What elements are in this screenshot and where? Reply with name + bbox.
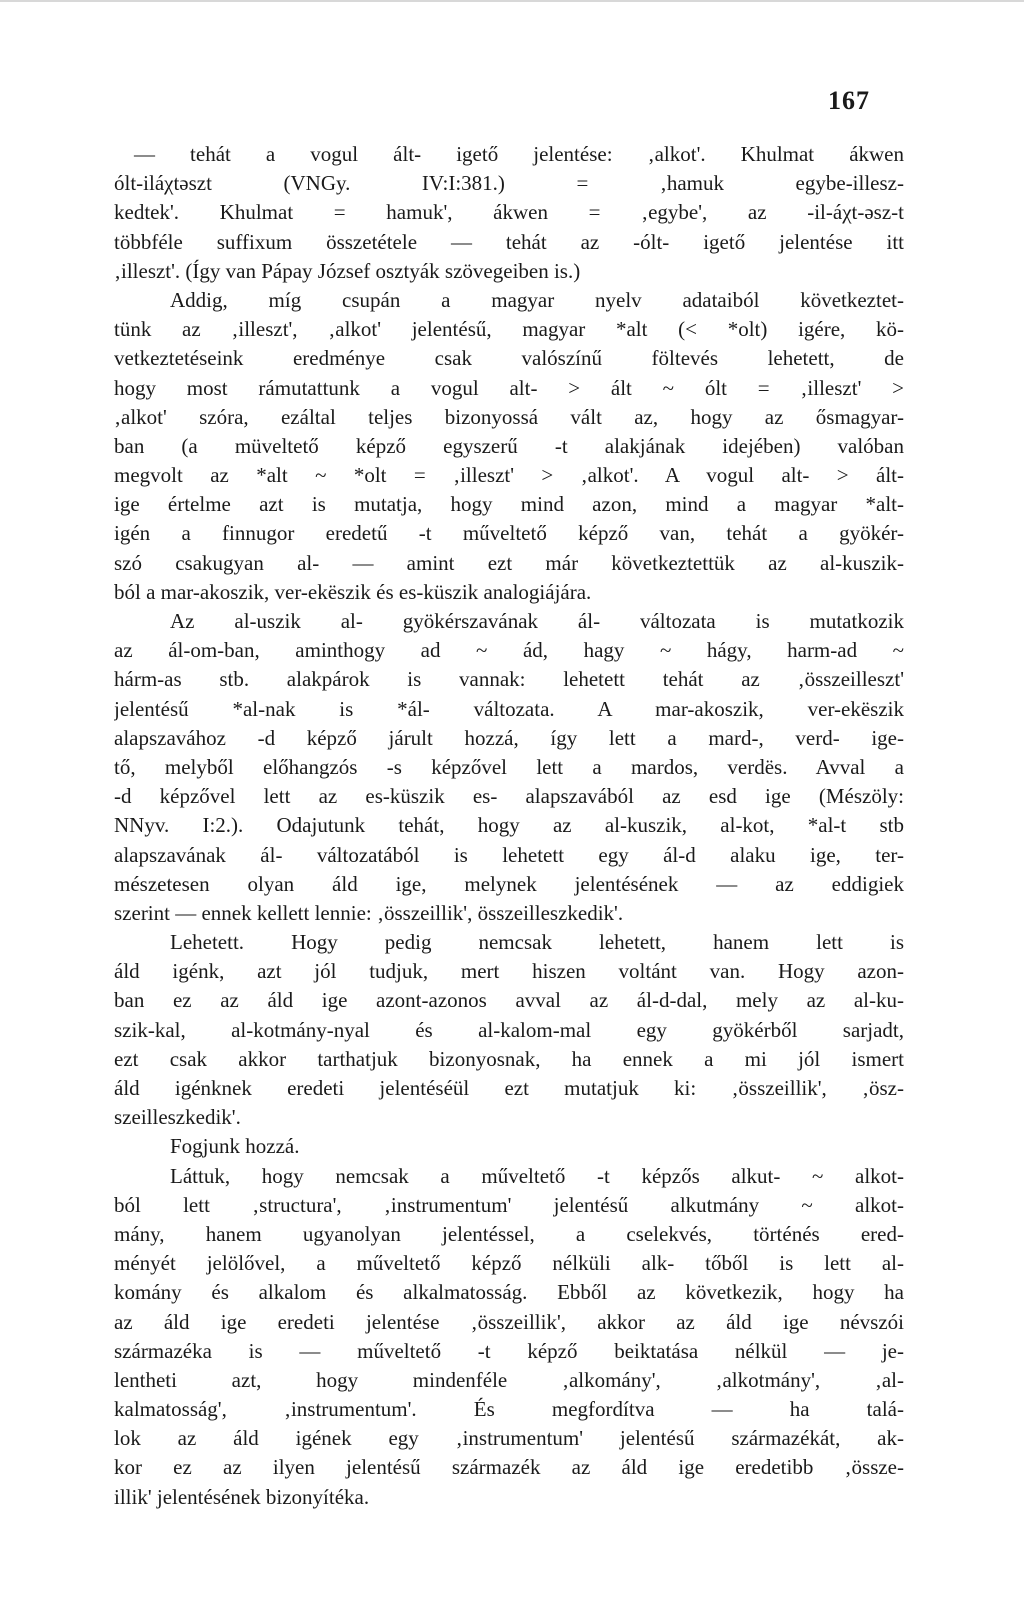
- text-line: ményét jelölővel, a műveltető képző nélküli alk- tőből is lett al-: [114, 1251, 904, 1276]
- text-line: ezt csak akkor tarthatjuk bizonyosnak, ha ennek a mi jól ismert: [114, 1046, 904, 1071]
- text-line: áld igénknek eredeti jelentéséül ezt mutatjuk ki: ‚összeillik', ‚ösz-: [114, 1076, 904, 1100]
- text-line: jelentésű *al-nak is *ál- változata. A mar-akoszik, ver-ekëszik: [114, 696, 904, 721]
- text-line: alapszavának ál- változatából is lehetett egy ál-d alaku ige, ter-: [114, 842, 904, 867]
- page-number: 167: [828, 86, 870, 115]
- text-line: kedtek'. Khulmat = hamuk', ákwen = ‚egybe', az -il-áχt-əsz-t: [114, 200, 904, 225]
- text-line: alapszavához -d képző járult hozzá, így lett a mard-, verd- ige-: [114, 725, 904, 750]
- text-line: szeilleszkedik'.: [114, 1105, 241, 1130]
- text-line: ólt-iláχtəszt (VNGy. IV:I:381.) = ‚hamuk egybe-illesz-: [114, 171, 904, 196]
- text-line: Fogjunk hozzá.: [170, 1134, 300, 1159]
- text-line: ‚illeszt'. (Így van Pápay József osztyák szövegeiben is.): [114, 258, 581, 283]
- text-line: szó csakugyan al- — amint ezt már következtettük az al-kuszik-: [114, 550, 904, 575]
- text-line: lentheti azt, hogy mindenféle ‚alkomány', ‚alkotmány', ‚al-: [114, 1367, 904, 1392]
- text-line: áld igénk, azt jól tudjuk, mert hiszen voltánt van. Hogy azon-: [114, 959, 904, 984]
- text-line: ból lett ‚structura', ‚instrumentum' jelentésű alkutmány ~ alkot-: [114, 1192, 904, 1217]
- text-line: származéka is — műveltető -t képző beiktatása nélkül — je-: [114, 1338, 904, 1363]
- text-line: igén a finnugor eredetű -t műveltető képző van, tehát a gyökér-: [114, 521, 904, 546]
- text-line: ‚alkot' szóra, ezáltal teljes bizonyossá vált az, hogy az ősmagyar-: [114, 404, 904, 429]
- text-line: az ál-om-ban, aminthogy ad ~ ád, hagy ~ hágy, harm-ad ~: [114, 638, 904, 663]
- text-line: kor ez az ilyen jelentésű származék az áld ige eredetibb ‚össze-: [114, 1455, 904, 1480]
- text-line: ban ez az áld ige azont-azonos avval az ál-d-dal, mely az al-ku-: [114, 988, 904, 1013]
- text-line: — tehát a vogul ált- igető jelentése: ‚alkot'. Khulmat ákwen: [134, 142, 904, 166]
- text-line: Láttuk, hogy nemcsak a műveltető -t képzős alkut- ~ alkot-: [170, 1163, 904, 1188]
- text-line: többféle suffixum összetétele — tehát az -ólt- igető jelentése itt: [114, 229, 904, 254]
- text-line: Lehetett. Hogy pedig nemcsak lehetett, hanem lett is: [170, 930, 904, 955]
- text-line: Az al-uszik al- gyökérszavának ál- változata is mutatkozik: [170, 609, 904, 633]
- text-line: tő, melyből előhangzós -s képzővel lett a mardos, verdës. Avval a: [114, 754, 904, 779]
- text-line: megvolt az *alt ~ *olt = ‚illeszt' > ‚alkot'. A vogul alt- > ált-: [114, 463, 904, 488]
- text-line: szik-kal, al-kotmány-nyal és al-kalom-mal egy gyökérből sarjadt,: [114, 1017, 904, 1042]
- text-line: tünk az ‚illeszt', ‚alkot' jelentésű, magyar *alt (< *olt) igére, kö-: [114, 317, 904, 342]
- text-line: hárm-as stb. alakpárok is vannak: lehetett tehát az ‚összeilleszt': [114, 667, 904, 692]
- text-line: mészetesen olyan áld ige, melynek jelentésének — az eddigiek: [114, 871, 904, 896]
- text-line: NNyv. I:2.). Odajutunk tehát, hogy az al-kuszik, al-kot, *al-t stb: [114, 813, 904, 838]
- body-text: [114, 140, 904, 1512]
- text-line: mány, hanem ugyanolyan jelentéssel, a cselekvés, történés ered-: [114, 1221, 904, 1246]
- text-line: ban (a müveltető képző egyszerű -t alakjának idejében) valóban: [114, 433, 904, 458]
- text-line: ból a mar-akoszik, ver-ekëszik és es-küszik analogiájára.: [114, 579, 592, 604]
- page-top-edge: [0, 0, 1024, 2]
- text-line: ige értelme azt is mutatja, hogy mind azon, mind a magyar *alt-: [114, 492, 904, 517]
- text-line: komány és alkalom és alkalmatosság. Ebből az következik, hogy ha: [114, 1280, 904, 1305]
- text-line: vetkeztetéseink eredménye csak valószínű föltevés lehetett, de: [114, 346, 904, 371]
- text-line: szerint — ennek kellett lennie: ‚összeillik', összeilleszkedik'.: [114, 900, 624, 925]
- text-line: hogy most rámutattunk a vogul alt- > ált ~ ólt = ‚illeszt' >: [114, 375, 904, 400]
- text-line: kalmatosság', ‚instrumentum'. És megfordítva — ha talá-: [114, 1397, 904, 1422]
- text-line: illik' jelentésének bizonyítéka.: [114, 1484, 370, 1509]
- text-line: az áld ige eredeti jelentése ‚összeillik', akkor az áld ige névszói: [114, 1309, 904, 1334]
- text-line: Addig, míg csupán a magyar nyelv adataiból következtet-: [170, 287, 904, 312]
- text-line: lok az áld igének egy ‚instrumentum' jelentésű származékát, ak-: [114, 1426, 904, 1451]
- text-line: -d képzővel lett az es-küszik es- alapszavából az esd ige (Mészöly:: [114, 784, 904, 809]
